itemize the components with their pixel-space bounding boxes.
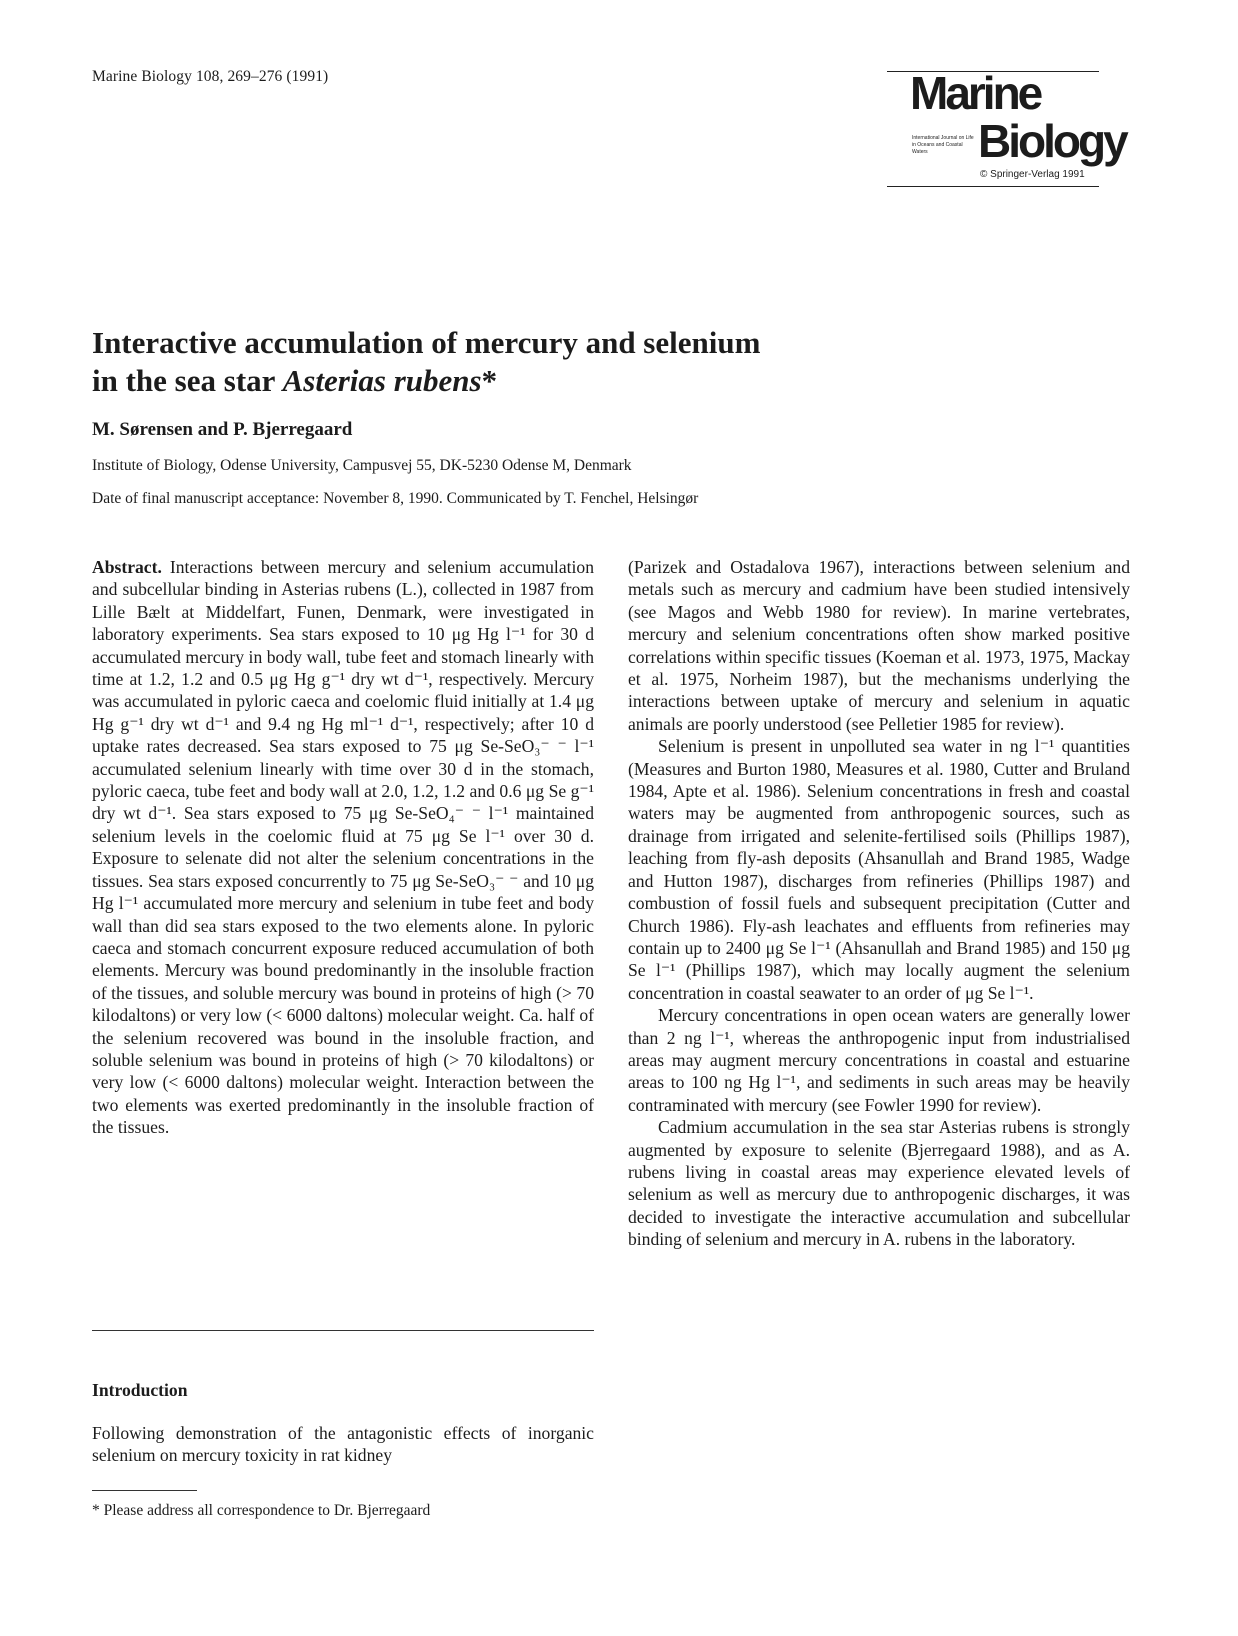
manuscript-dates: Date of final manuscript acceptance: November 8, 1990. Communicated by T. Fenchel, Helsingør (92, 490, 699, 507)
title-species: Asterias rubens (282, 363, 482, 398)
journal-logo-tagline: International Journal on Life in Oceans and Coastal Waters (912, 135, 974, 155)
article-authors: M. Sørensen and P. Bjerregaard (92, 419, 353, 440)
abstract-text: Interactions between mercury and selenium accumulation and subcellular binding in Asterias rubens (L.), collected in 1987 from Lille Bælt at Middelfart, Funen, Denmark, were investigated in laboratory experiments. Sea stars exposed to 10 μg Hg l⁻¹ for 30 d accumulated mercury in body wall, tube feet and stomach linearly with time at 1.2, 1.2 and 0.5 μg Hg g⁻¹ dry wt d⁻¹, respectively. Mercury was accumulated in pyloric caeca and coelomic fluid initially at 1.4 μg Hg g⁻¹ dry wt d⁻¹ and 9.4 ng Hg ml⁻¹ d⁻¹, respectively; after 10 d uptake rates decreased. Sea stars exposed to 75 μg Se-SeO₃⁻ ⁻ l⁻¹ accumulated selenium linearly with time over 30 d in the stomach, pyloric caeca, tube feet and body wall at 2.0, 1.2, 1.2 and 0.6 μg Se g⁻¹ dry wt d⁻¹. Sea stars exposed to 75 μg Se-SeO₄⁻ ⁻ l⁻¹ maintained selenium levels in the coelomic fluid at 75 μg Se l⁻¹ over 30 d. Exposure to selenate did not alter the selenium concentrations in the tissues. Sea stars exposed concurrently to 75 μg Se-SeO₃⁻ ⁻ and 10 μg Hg l⁻¹ accumulated more mercury and selenium in tube feet and body wall than did sea stars exposed to the two elements alone. In pyloric caeca and stomach concurrent exposure reduced accumulation of both elements. Mercury was bound predominantly in the insoluble fraction of the tissues, and soluble mercury was bound in proteins of high (> 70 kilodaltons) or very low (< 6000 daltons) molecular weight. Ca. half of the selenium recovered was bound in the insoluble fraction, and soluble selenium was bound in proteins of high (> 70 kilodaltons) or very low (< 6000 daltons) molecular weight. Interaction between the two elements was exerted predominantly in the insoluble fraction of the tissues. (92, 557, 594, 1138)
intro-paragraph-1-start: Following demonstration of the antagonistic effects of inorganic selenium on mercury toxicity in rat kidney (92, 1423, 594, 1466)
footnote-rule (92, 1490, 197, 1491)
logo-bottom-rule (887, 186, 1099, 187)
abstract-section (92, 556, 594, 1139)
journal-logo-biology: Biology (978, 115, 1126, 167)
intro-paragraph-4: Cadmium accumulation in the sea star Asterias rubens is strongly augmented by exposure to selenite (Bjerregaard 1988), and as A. rubens living in coastal areas may experience elevated levels of selenium as well as mercury due to anthropogenic discharges, it was decided to investigate the interactive accumulation and subcellular binding of selenium and mercury in A. rubens in the laboratory. (628, 1117, 1130, 1250)
intro-paragraph-2: Selenium is present in unpolluted sea water in ng l⁻¹ quantities (Measures and Burton 1980, Measures et al. 1980, Cutter and Bruland 1984, Apte et al. 1986). Selenium concentrations in fresh and coastal waters may be augmented from anthropogenic sources, such as drainage from irrigated and selenite-fertilised soils (Phillips 1987), leaching from fly-ash deposits (Ahsanullah and Brand 1985, Wadge and Hutton 1987), discharges from refineries (Phillips 1987) and combustion of fossil fuels and subsequent precipitation (Cutter and Church 1986). Fly-ash leachates and effluents from refineries may contain up to 2400 μg Se l⁻¹ (Ahsanullah and Brand 1985) and 150 μg Se l⁻¹ (Phillips 1987), which may locally augment the selenium concentration in coastal seawater to an order of μg Se l⁻¹. (628, 736, 1130, 1003)
article-title (92, 324, 992, 400)
abstract-divider (92, 1330, 594, 1331)
intro-paragraph-3: Mercury concentrations in open ocean waters are generally lower than 2 ng l⁻¹, whereas the anthropogenic input from industrialised areas may augment mercury concentrations in coastal and estuarine areas to 100 ng Hg l⁻¹, and sediments in such areas may be heavily contraminated with mercury (see Fowler 1990 for review). (628, 1005, 1130, 1115)
introduction-heading: Introduction (92, 1380, 188, 1400)
title-line-1: Interactive accumulation of mercury and selenium (92, 325, 761, 360)
introduction-start (92, 1422, 594, 1467)
correspondence-footnote: * Please address all correspondence to Dr. Bjerregaard (92, 1502, 431, 1519)
introduction-continued (628, 556, 1130, 1251)
abstract-paragraph (92, 556, 594, 1139)
author-affiliation: Institute of Biology, Odense University, Campusvej 55, DK-5230 Odense M, Denmark (92, 457, 632, 474)
abstract-label: Abstract. (92, 557, 162, 577)
intro-paragraph-1-continued: (Parizek and Ostadalova 1967), interactions between selenium and metals such as mercury and cadmium have been studied intensively (see Magos and Webb 1980 for review). In marine vertebrates, mercury and selenium concentrations often show marked positive correlations within specific tissues (Koeman et al. 1973, 1975, Mackay et al. 1975, Norheim 1987), but the mechanisms underlying the interactions between uptake of mercury and selenium in aquatic animals are poorly understood (see Pelletier 1985 for review). (628, 557, 1130, 734)
journal-logo-marine: Marine (910, 67, 1041, 119)
title-line-2-prefix: in the sea star (92, 363, 283, 398)
journal-reference: Marine Biology 108, 269–276 (1991) (92, 68, 329, 85)
publisher-copyright: © Springer-Verlag 1991 (980, 169, 1085, 180)
title-footnote-mark: * (481, 363, 498, 398)
